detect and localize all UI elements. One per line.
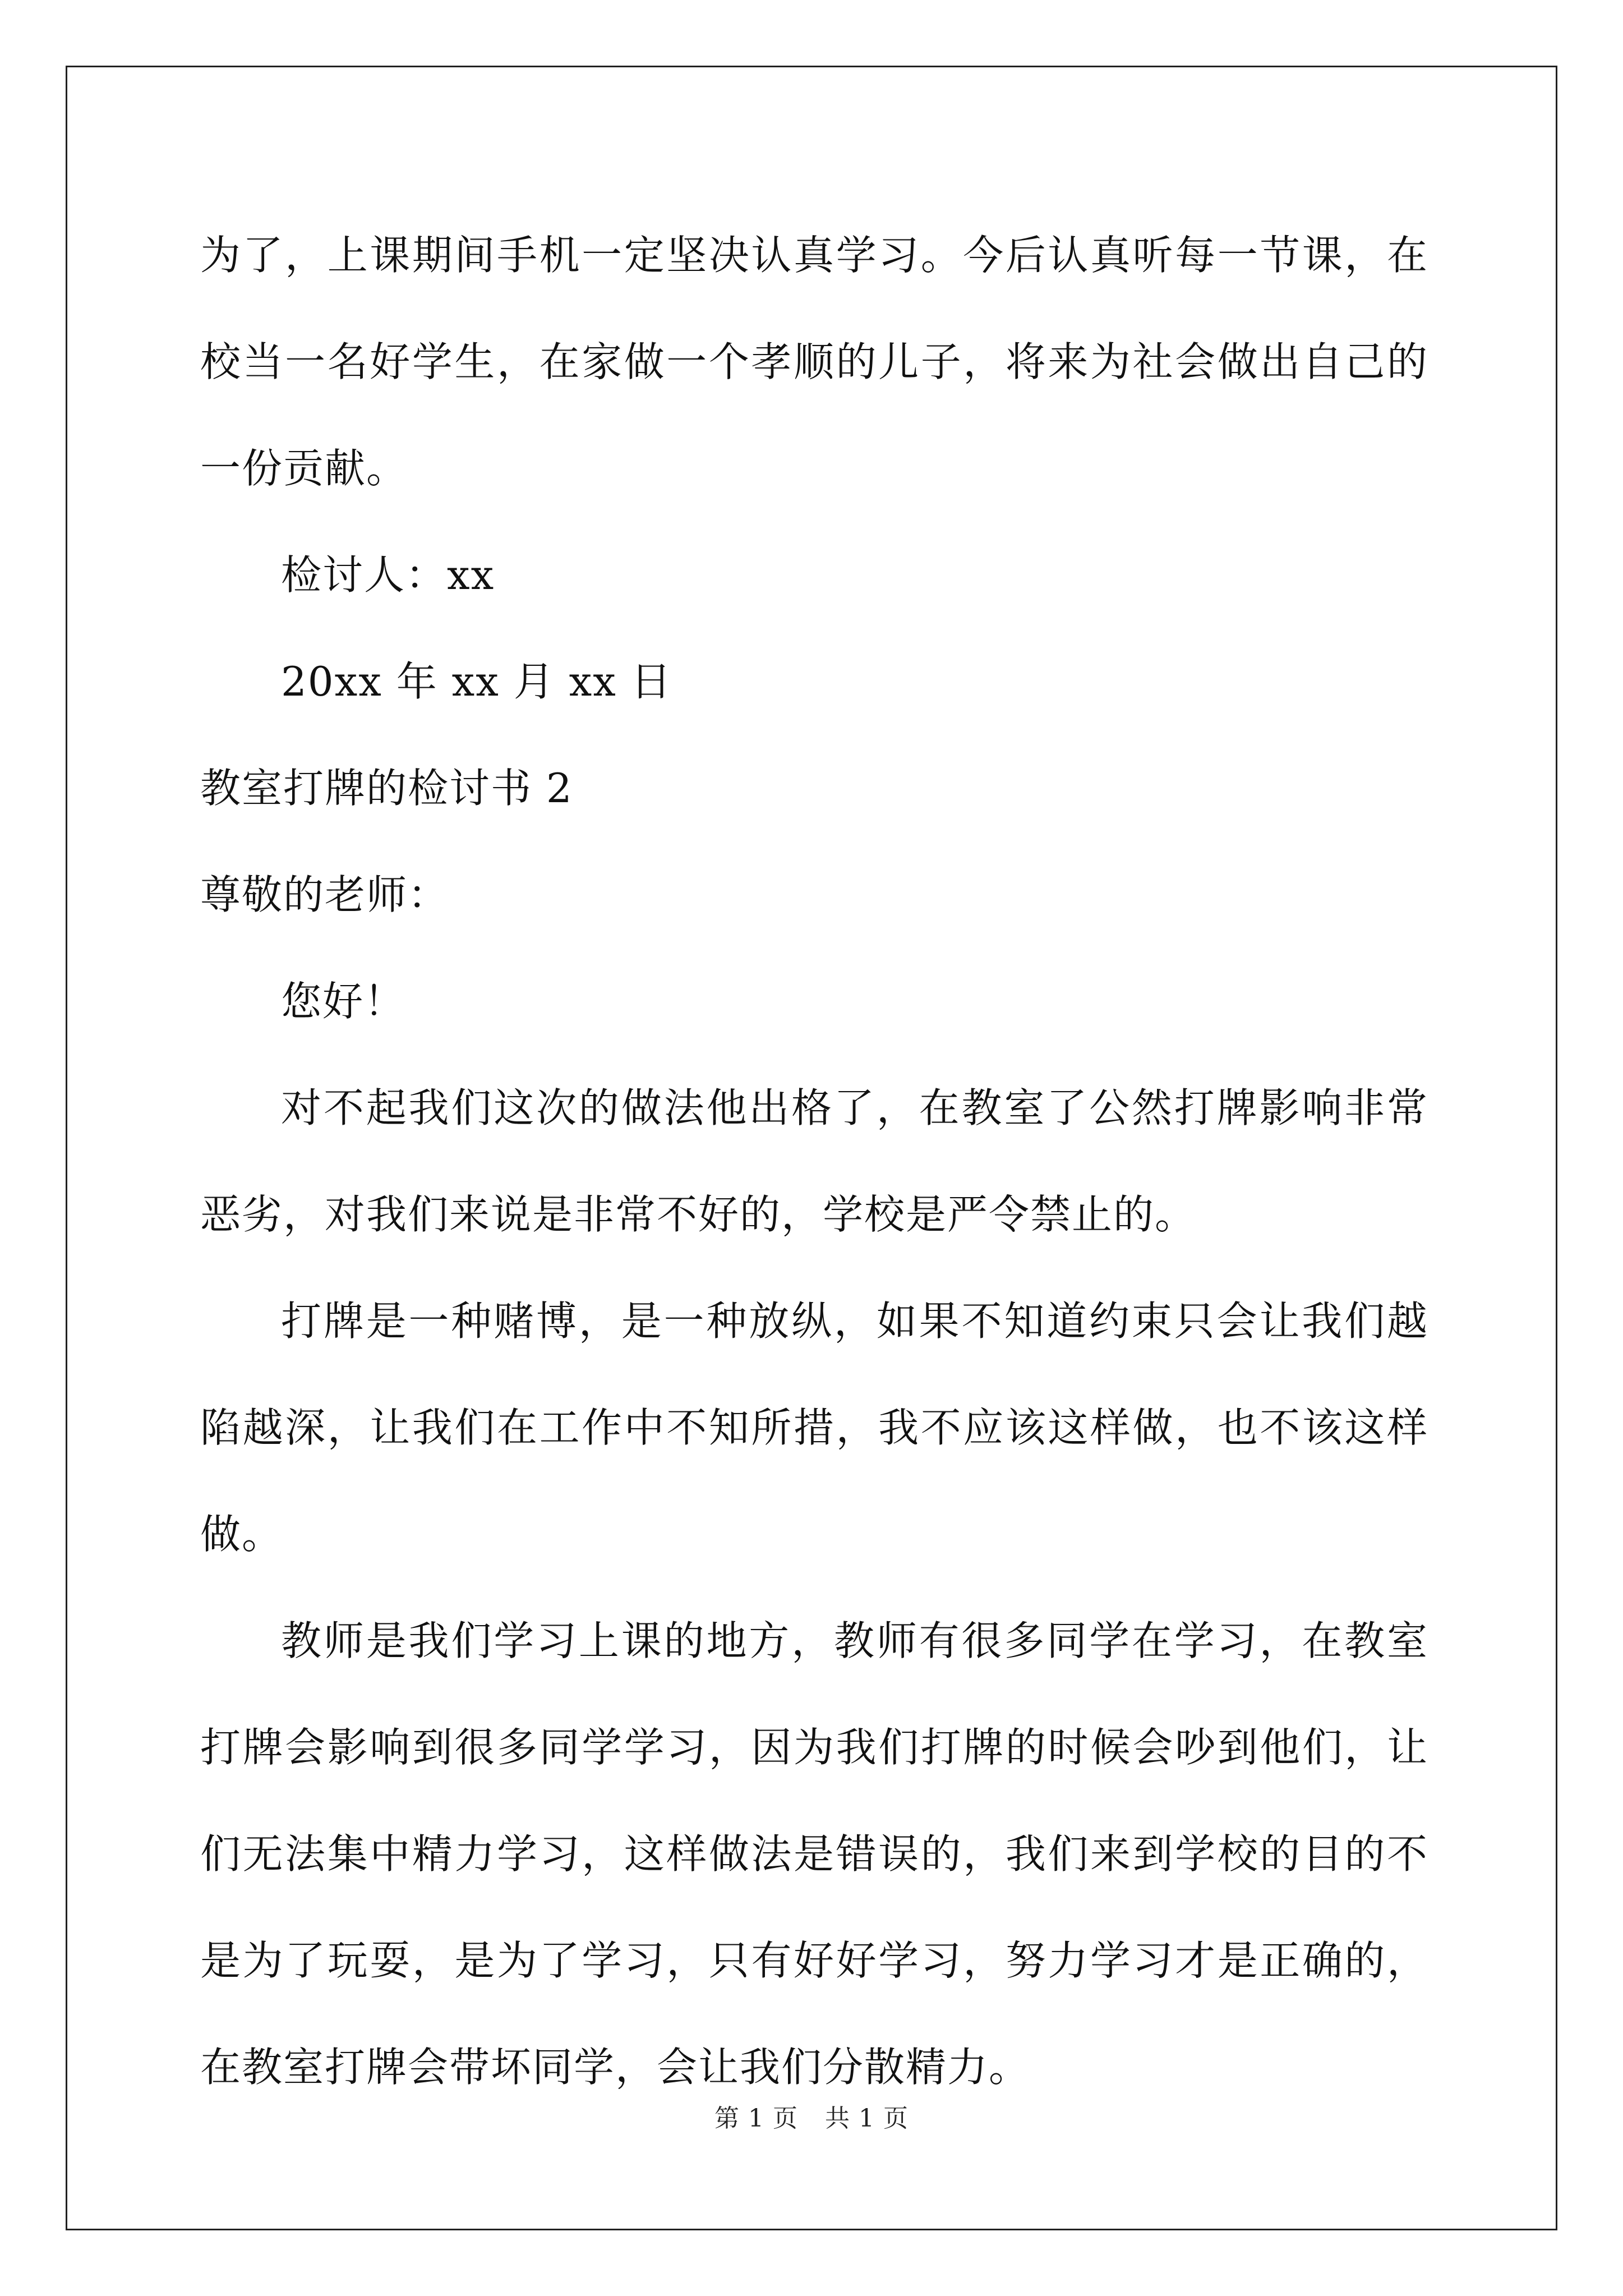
section-title: 教室打牌的检讨书 2 bbox=[200, 765, 573, 812]
paragraph-classroom: 教师是我们学习上课的地方，教师有很多同学在学习，在教室打牌会影响到很多同学学习，因为我们打牌的时候会吵到他们，让们无法集中精力学习，这样做法是错误的，我们来到学校的目的不是为了玩耍，是为了学习，只有好好学习，努力学习才是正确的，在教室打牌会带坏同学，会让我们分散精力。 bbox=[200, 1617, 1428, 2091]
greeting: 您好！ bbox=[281, 978, 406, 1025]
document-body bbox=[200, 202, 1428, 2120]
paragraph-signer: 检讨人：xx bbox=[281, 551, 495, 599]
page-total: 共 1 页 bbox=[825, 2104, 909, 2133]
page-number: 第 1 页 bbox=[714, 2104, 798, 2133]
paragraph-date: 20xx 年 xx 月 xx 日 bbox=[281, 658, 672, 705]
paragraph-closing-text: 为了，上课期间手机一定坚决认真学习。今后认真听每一节课，在校当一名好学生，在家做一个孝顺的儿子，将来为社会做出自己的一份贡献。 bbox=[200, 232, 1428, 492]
paragraph-gambling: 打牌是一种赌博，是一种放纵，如果不知道约束只会让我们越陷越深，让我们在工作中不知所措，我不应该这样做，也不该这样做。 bbox=[200, 1297, 1428, 1558]
paragraph-apology: 对不起我们这次的做法他出格了，在教室了公然打牌影响非常恶劣，对我们来说是非常不好的，学校是严令禁止的。 bbox=[200, 1084, 1428, 1238]
page-footer bbox=[0, 2098, 1623, 2134]
salutation: 尊敬的老师： bbox=[200, 871, 450, 918]
